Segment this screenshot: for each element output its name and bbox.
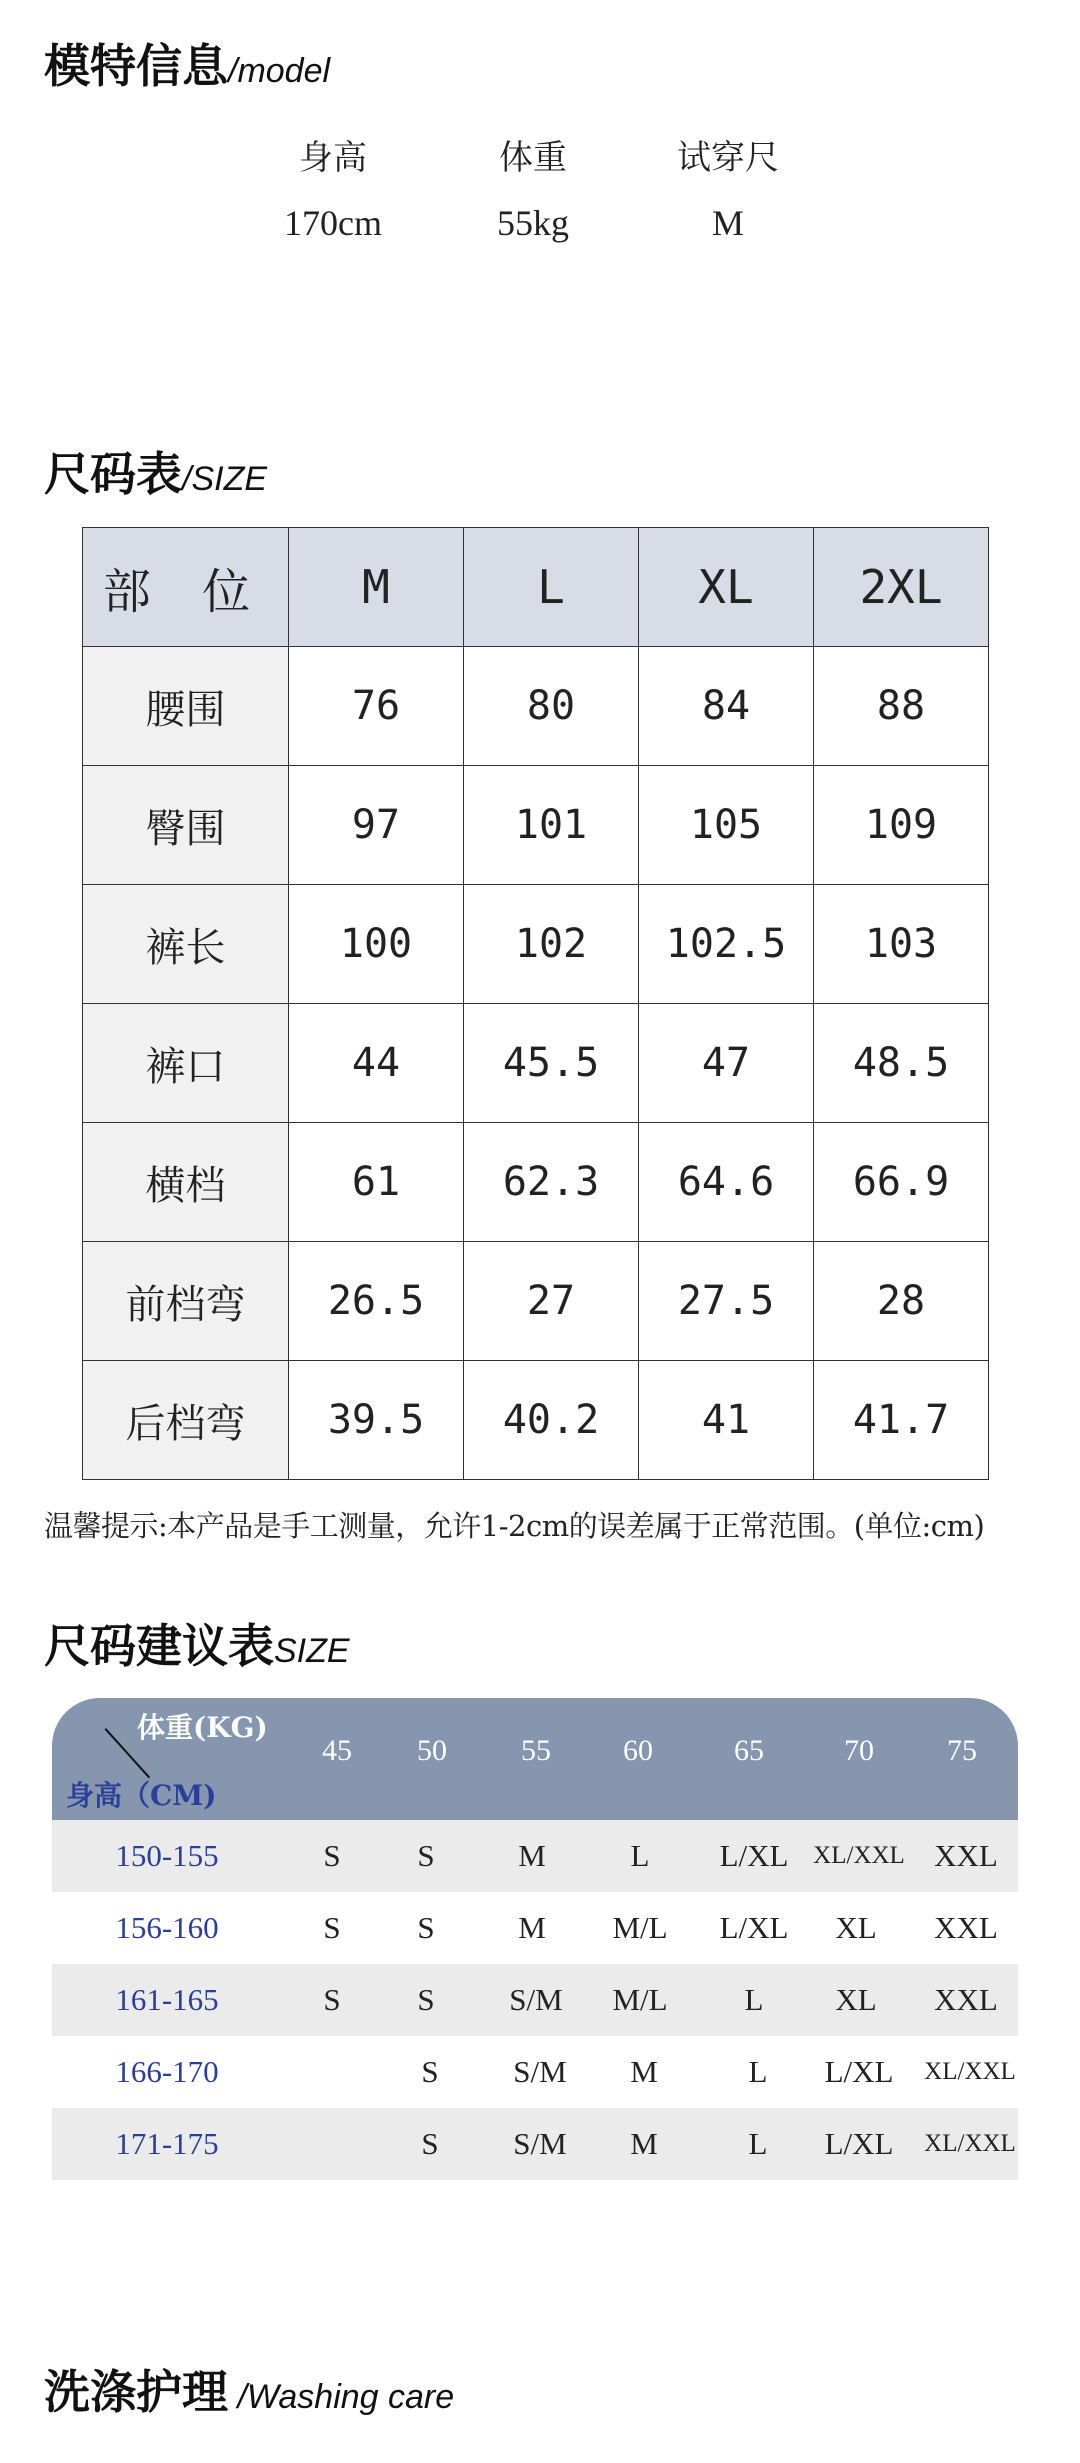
model-height-value: 170cm (284, 203, 382, 243)
table-cell: 47 (639, 1004, 814, 1123)
height-range: 161-165 (115, 1982, 219, 2017)
model-size-value: M (711, 203, 744, 243)
suggested-size: M (518, 1910, 546, 1945)
suggested-size: XL/XXL (924, 2130, 1016, 2157)
row-label: 横档 (83, 1123, 289, 1242)
table-cell: 27.5 (639, 1242, 814, 1361)
table-cell: 109 (814, 766, 989, 885)
suggested-size: XXL (934, 1910, 998, 1945)
suggested-size: M (630, 2126, 658, 2161)
suggested-size: XXL (934, 1838, 998, 1873)
suggestion-row (52, 1964, 1018, 2036)
washing-title-en: /Washing care (228, 2378, 455, 2416)
row-label: 裤长 (83, 885, 289, 1004)
size-header-cell: L (464, 528, 639, 647)
suggested-size: S/M (509, 1982, 563, 2017)
table-cell: 41 (639, 1361, 814, 1480)
suggestion-row (52, 2108, 1018, 2180)
table-cell: 102 (464, 885, 639, 1004)
suggested-size: S (417, 1910, 435, 1945)
suggestion-row (52, 1820, 1018, 1892)
table-cell: 64.6 (639, 1123, 814, 1242)
suggested-size: S (421, 2054, 439, 2089)
weight-column-header: 45 (322, 1734, 352, 1767)
washing-section-title (44, 2356, 454, 2422)
suggested-size: XXL (934, 1982, 998, 2017)
table-cell: 97 (289, 766, 464, 885)
suggested-size: L/XL (719, 1838, 789, 1873)
measurement-tip: 温馨提示:本产品是手工测量，允许1-2cm的误差属于正常范围。(单位:cm) (44, 1509, 985, 1543)
suggestion-header (52, 1698, 1018, 1820)
suggestion-row (52, 1892, 1018, 1964)
size-table-row (83, 1123, 989, 1242)
size-table-header-row (83, 528, 989, 647)
row-label: 臀围 (83, 766, 289, 885)
size-header-cell: M (289, 528, 464, 647)
washing-title-cn: 洗涤护理 (44, 2365, 228, 2419)
suggestion-title-cn: 尺码建议表 (44, 1619, 274, 1673)
suggested-size: S (323, 1982, 341, 2017)
suggested-size: L (748, 2054, 768, 2089)
height-range: 166-170 (115, 2054, 219, 2089)
table-cell: 76 (289, 647, 464, 766)
row-label: 腰围 (83, 647, 289, 766)
suggestion-title-en: SIZE (274, 1632, 350, 1670)
suggested-size: XL (835, 1910, 877, 1945)
table-cell: 62.3 (464, 1123, 639, 1242)
suggested-size: S (417, 1838, 435, 1873)
table-cell: 44 (289, 1004, 464, 1123)
suggested-size: L (630, 1838, 650, 1873)
suggested-size: M/L (612, 1910, 668, 1945)
model-section-title (44, 30, 330, 96)
table-cell: 41.7 (814, 1361, 989, 1480)
size-table-row (83, 1361, 989, 1480)
suggested-size: XL (835, 1982, 877, 2017)
weight-axis-label: 体重(KG) (137, 1711, 268, 1744)
suggested-size: S/M (513, 2054, 567, 2089)
size-table-row (83, 647, 989, 766)
table-cell: 39.5 (289, 1361, 464, 1480)
suggested-size: S (421, 2126, 439, 2161)
size-table-header-label: 部 位 (83, 528, 289, 647)
size-table-row (83, 1242, 989, 1361)
table-cell: 84 (639, 647, 814, 766)
row-label: 后档弯 (83, 1361, 289, 1480)
table-cell: 105 (639, 766, 814, 885)
model-title-cn: 模特信息 (44, 39, 228, 93)
suggested-size: S (323, 1910, 341, 1945)
size-suggestion-table (52, 1698, 1018, 2180)
table-cell: 45.5 (464, 1004, 639, 1123)
table-cell: 66.9 (814, 1123, 989, 1242)
row-label: 裤口 (83, 1004, 289, 1123)
model-height-header: 身高 (299, 138, 367, 178)
table-cell: 103 (814, 885, 989, 1004)
size-table-row (83, 766, 989, 885)
model-weight-value: 55kg (497, 203, 569, 243)
suggested-size: S (417, 1982, 435, 2017)
suggested-size: XL/XXL (924, 2058, 1016, 2085)
model-size-header: 试穿尺 (677, 138, 779, 178)
height-range: 171-175 (115, 2126, 219, 2161)
model-info-grid (0, 130, 1080, 270)
model-weight-header: 体重 (499, 138, 567, 178)
suggested-size: M/L (612, 1982, 668, 2017)
suggested-size: L (748, 2126, 768, 2161)
table-cell: 40.2 (464, 1361, 639, 1480)
height-axis-label: 身高（CM) (66, 1779, 217, 1812)
size-table (82, 527, 989, 1480)
row-label: 前档弯 (83, 1242, 289, 1361)
weight-column-header: 65 (734, 1734, 764, 1767)
table-cell: 88 (814, 647, 989, 766)
table-cell: 48.5 (814, 1004, 989, 1123)
suggested-size: L/XL (824, 2054, 894, 2089)
table-cell: 80 (464, 647, 639, 766)
suggested-size: M (630, 2054, 658, 2089)
weight-column-header: 75 (947, 1734, 977, 1767)
table-cell: 27 (464, 1242, 639, 1361)
weight-column-header: 50 (417, 1734, 447, 1767)
suggested-size: XL/XXL (813, 1842, 905, 1869)
table-cell: 28 (814, 1242, 989, 1361)
height-range: 156-160 (115, 1910, 219, 1945)
table-cell: 102.5 (639, 885, 814, 1004)
suggested-size: L/XL (719, 1910, 789, 1945)
size-table-row (83, 885, 989, 1004)
suggested-size: L (744, 1982, 764, 2017)
table-cell: 61 (289, 1123, 464, 1242)
suggestion-section-title (44, 1610, 350, 1676)
size-table-row (83, 1004, 989, 1123)
height-range: 150-155 (115, 1838, 219, 1873)
model-title-en: /model (228, 52, 331, 90)
table-cell: 101 (464, 766, 639, 885)
size-section-title (44, 438, 267, 504)
weight-column-header: 55 (521, 1734, 551, 1767)
weight-column-header: 70 (844, 1734, 874, 1767)
table-cell: 26.5 (289, 1242, 464, 1361)
suggested-size: S (323, 1838, 341, 1873)
size-title-en: /SIZE (182, 460, 268, 498)
size-header-cell: XL (639, 528, 814, 647)
suggested-size: L/XL (824, 2126, 894, 2161)
table-cell: 100 (289, 885, 464, 1004)
weight-column-header: 60 (623, 1734, 653, 1767)
size-header-cell: 2XL (814, 528, 989, 647)
size-title-cn: 尺码表 (44, 447, 182, 501)
suggested-size: M (518, 1838, 546, 1873)
suggestion-row (52, 2036, 1018, 2108)
suggested-size: S/M (513, 2126, 567, 2161)
